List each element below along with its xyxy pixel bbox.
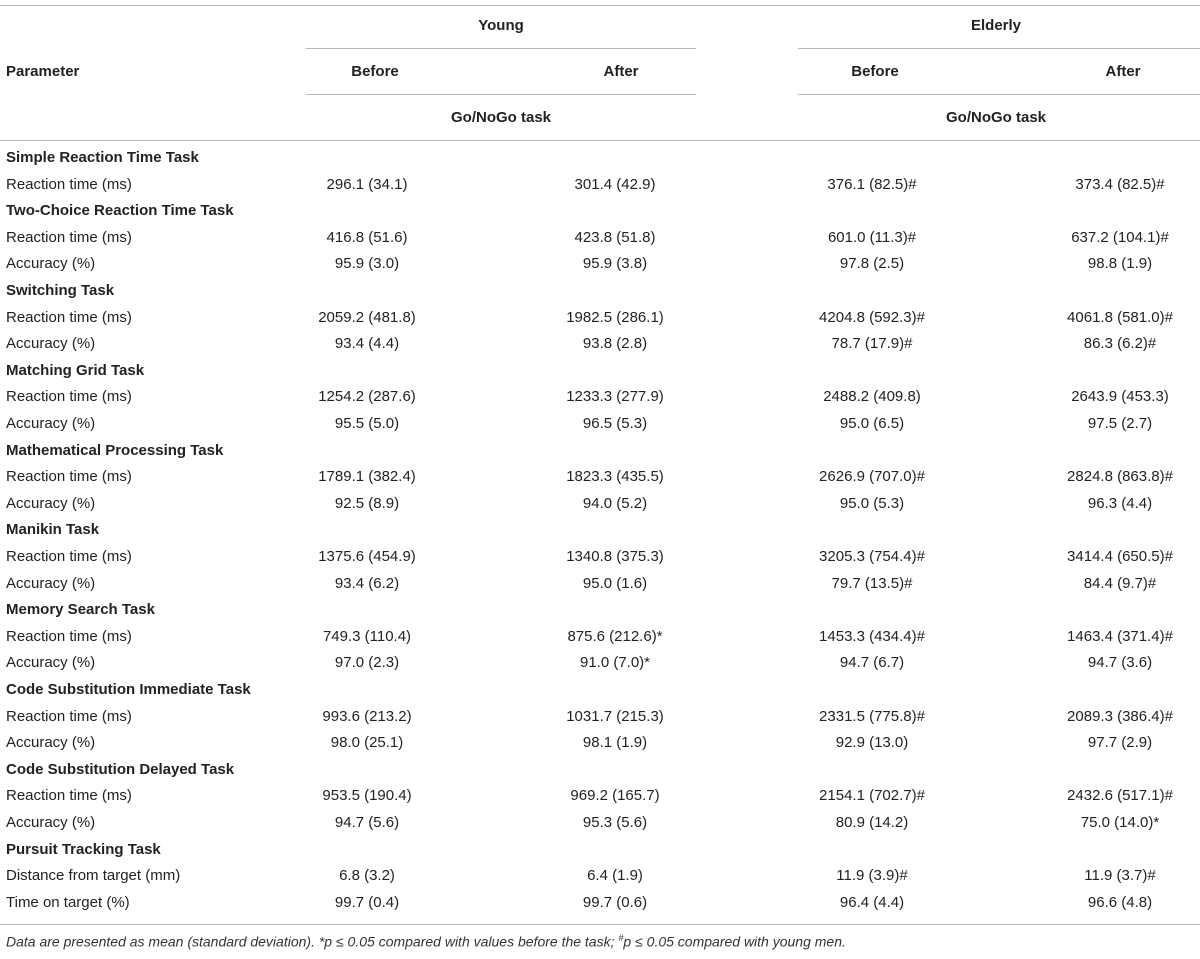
table-cell: 1823.3 (435.5)	[566, 468, 664, 486]
table-cell: 80.9 (14.2)	[835, 814, 909, 831]
row-label: Reaction time (ms)	[6, 308, 132, 326]
table-cell: 2331.5 (775.8)#	[819, 707, 925, 725]
table-cell: 993.6 (213.2)	[322, 707, 412, 725]
table-cell: 93.4 (6.2)	[334, 574, 400, 592]
row-label: Reaction time (ms)	[6, 468, 132, 486]
table-cell: 3414.4 (650.5)#	[1067, 548, 1173, 565]
table-cell: 749.3 (110.4)	[322, 627, 412, 645]
table-cell: 4061.8 (581.0)#	[1067, 308, 1173, 326]
table-cell: 97.8 (2.5)	[839, 255, 905, 273]
table-cell: 92.5 (8.9)	[334, 494, 400, 512]
table-cell: 301.4 (42.9)	[574, 175, 656, 193]
table-cell: 376.1 (82.5)#	[827, 175, 917, 193]
table-cell: 953.5 (190.4)	[322, 787, 412, 805]
row-label: Reaction time (ms)	[6, 388, 132, 406]
table-footnote: Data are presented as mean (standard deviation). *p ≤ 0.05 compared with values before the task; #p ≤ 0.05 compared with young men.	[6, 933, 846, 950]
table-cell: 3205.3 (754.4)#	[819, 548, 925, 565]
table-cell: 1031.7 (215.3)	[566, 707, 664, 725]
section-title: Matching Grid Task	[6, 361, 145, 379]
table-cell: 2626.9 (707.0)#	[819, 468, 925, 486]
young-condition-header: Go/NoGo task	[450, 109, 552, 126]
table-cell: 1463.4 (371.4)#	[1067, 627, 1173, 645]
header-bottom-rule	[0, 140, 1200, 141]
row-label: Accuracy (%)	[6, 574, 96, 592]
table-cell: 97.0 (2.3)	[334, 654, 400, 672]
table-cell: 1233.3 (277.9)	[566, 388, 664, 406]
table-cell: 637.2 (104.1)#	[1071, 228, 1169, 246]
table-cell: 2643.9 (453.3)	[1071, 388, 1169, 406]
section-title: Pursuit Tracking Task	[6, 840, 161, 858]
table-cell: 93.4 (4.4)	[334, 335, 400, 353]
table-cell: 2059.2 (481.8)	[318, 308, 416, 326]
table-cell: 2154.1 (702.7)#	[819, 787, 925, 805]
young-group-header: Young	[478, 17, 524, 34]
young-before-header: Before	[351, 63, 399, 80]
table-cell: 99.7 (0.4)	[334, 893, 400, 911]
table-cell: 78.7 (17.9)#	[831, 335, 913, 353]
table-cell: 373.4 (82.5)#	[1075, 175, 1165, 193]
elderly-after-header: After	[1105, 63, 1141, 80]
row-label: Accuracy (%)	[6, 335, 96, 353]
elderly-condition-header: Go/NoGo task	[945, 109, 1047, 126]
row-label: Reaction time (ms)	[6, 548, 132, 565]
table-cell: 1375.6 (454.9)	[318, 548, 416, 565]
table-cell: 95.0 (6.5)	[839, 415, 905, 432]
section-title: Simple Reaction Time Task	[6, 149, 199, 166]
young-group-rule	[306, 48, 696, 49]
row-label: Accuracy (%)	[6, 415, 96, 432]
table-cell: 92.9 (13.0)	[835, 734, 909, 752]
table-cell: 95.9 (3.0)	[334, 255, 400, 273]
section-title: Switching Task	[6, 282, 115, 299]
table-cell: 1254.2 (287.6)	[318, 388, 416, 406]
table-cell: 91.0 (7.0)*	[579, 654, 651, 672]
table-cell: 95.0 (1.6)	[582, 574, 648, 592]
elderly-group-rule	[798, 48, 1200, 49]
table-cell: 11.9 (3.7)#	[1084, 867, 1156, 885]
table-cell: 94.7 (3.6)	[1087, 654, 1153, 672]
table-cell: 1453.3 (434.4)#	[819, 627, 925, 645]
table-cell: 94.7 (6.7)	[839, 654, 905, 672]
parameter-header: Parameter	[6, 63, 80, 80]
table-cell: 95.5 (5.0)	[334, 415, 400, 432]
section-title: Manikin Task	[6, 521, 100, 539]
table-cell: 1789.1 (382.4)	[318, 468, 416, 486]
row-label: Accuracy (%)	[6, 814, 96, 831]
table-cell: 98.0 (25.1)	[330, 734, 404, 752]
young-after-header: After	[603, 63, 639, 80]
section-title: Two-Choice Reaction Time Task	[6, 202, 234, 220]
section-title: Code Substitution Immediate Task	[6, 681, 251, 698]
table-cell: 2488.2 (409.8)	[823, 388, 921, 406]
table-cell: 6.8 (3.2)	[339, 867, 395, 885]
row-label: Reaction time (ms)	[6, 175, 132, 193]
elderly-group-header: Elderly	[970, 17, 1022, 34]
row-label: Accuracy (%)	[6, 494, 96, 512]
section-title: Mathematical Processing Task	[6, 441, 224, 459]
row-label: Accuracy (%)	[6, 654, 96, 672]
row-label: Reaction time (ms)	[6, 707, 132, 725]
table-cell: 969.2 (165.7)	[570, 787, 660, 805]
table-cell: 98.1 (1.9)	[582, 734, 648, 752]
row-label: Accuracy (%)	[6, 255, 96, 273]
table-cell: 875.6 (212.6)*	[567, 627, 663, 645]
top-rule	[0, 5, 1200, 6]
elderly-subheader-rule	[798, 94, 1200, 95]
table-cell: 4204.8 (592.3)#	[819, 308, 925, 326]
table-cell: 99.7 (0.6)	[582, 893, 648, 911]
table-cell: 2432.6 (517.1)#	[1067, 787, 1173, 805]
table-cell: 95.3 (5.6)	[582, 814, 648, 831]
table-cell: 1982.5 (286.1)	[566, 308, 664, 326]
table-cell: 75.0 (14.0)*	[1080, 814, 1160, 831]
table-cell: 84.4 (9.7)#	[1083, 574, 1157, 592]
table-cell: 1340.8 (375.3)	[566, 548, 664, 565]
table-cell: 86.3 (6.2)#	[1083, 335, 1157, 353]
row-label: Time on target (%)	[6, 893, 130, 911]
table-cell: 11.9 (3.9)#	[836, 867, 908, 885]
row-label: Reaction time (ms)	[6, 787, 132, 805]
table-cell: 96.5 (5.3)	[582, 415, 648, 432]
row-label: Accuracy (%)	[6, 734, 96, 752]
section-title: Memory Search Task	[6, 601, 155, 619]
table-cell: 94.7 (5.6)	[334, 814, 400, 831]
table-cell: 97.7 (2.9)	[1087, 734, 1153, 752]
table-cell: 95.9 (3.8)	[582, 255, 648, 273]
table-cell: 416.8 (51.6)	[326, 228, 408, 246]
table-cell: 2824.8 (863.8)#	[1067, 468, 1173, 486]
table-cell: 423.8 (51.8)	[574, 228, 656, 246]
table-bottom-rule	[0, 924, 1200, 925]
table-cell: 96.6 (4.8)	[1087, 893, 1153, 911]
table-cell: 2089.3 (386.4)#	[1067, 707, 1173, 725]
table-cell: 93.8 (2.8)	[582, 335, 648, 353]
table-cell: 97.5 (2.7)	[1087, 415, 1153, 432]
young-subheader-rule	[306, 94, 696, 95]
section-title: Code Substitution Delayed Task	[6, 760, 235, 778]
row-label: Reaction time (ms)	[6, 228, 132, 246]
table-cell: 96.3 (4.4)	[1087, 494, 1153, 512]
table-cell: 79.7 (13.5)#	[831, 574, 913, 592]
table-cell: 94.0 (5.2)	[582, 494, 648, 512]
table-cell: 96.4 (4.4)	[839, 893, 905, 911]
table-cell: 98.8 (1.9)	[1087, 255, 1153, 273]
table-cell: 6.4 (1.9)	[587, 867, 643, 885]
row-label: Reaction time (ms)	[6, 627, 132, 645]
table-cell: 296.1 (34.1)	[326, 175, 408, 193]
row-label: Distance from target (mm)	[6, 867, 181, 885]
table-cell: 95.0 (5.3)	[839, 494, 905, 512]
elderly-before-header: Before	[851, 63, 899, 80]
table-cell: 601.0 (11.3)#	[827, 228, 917, 246]
